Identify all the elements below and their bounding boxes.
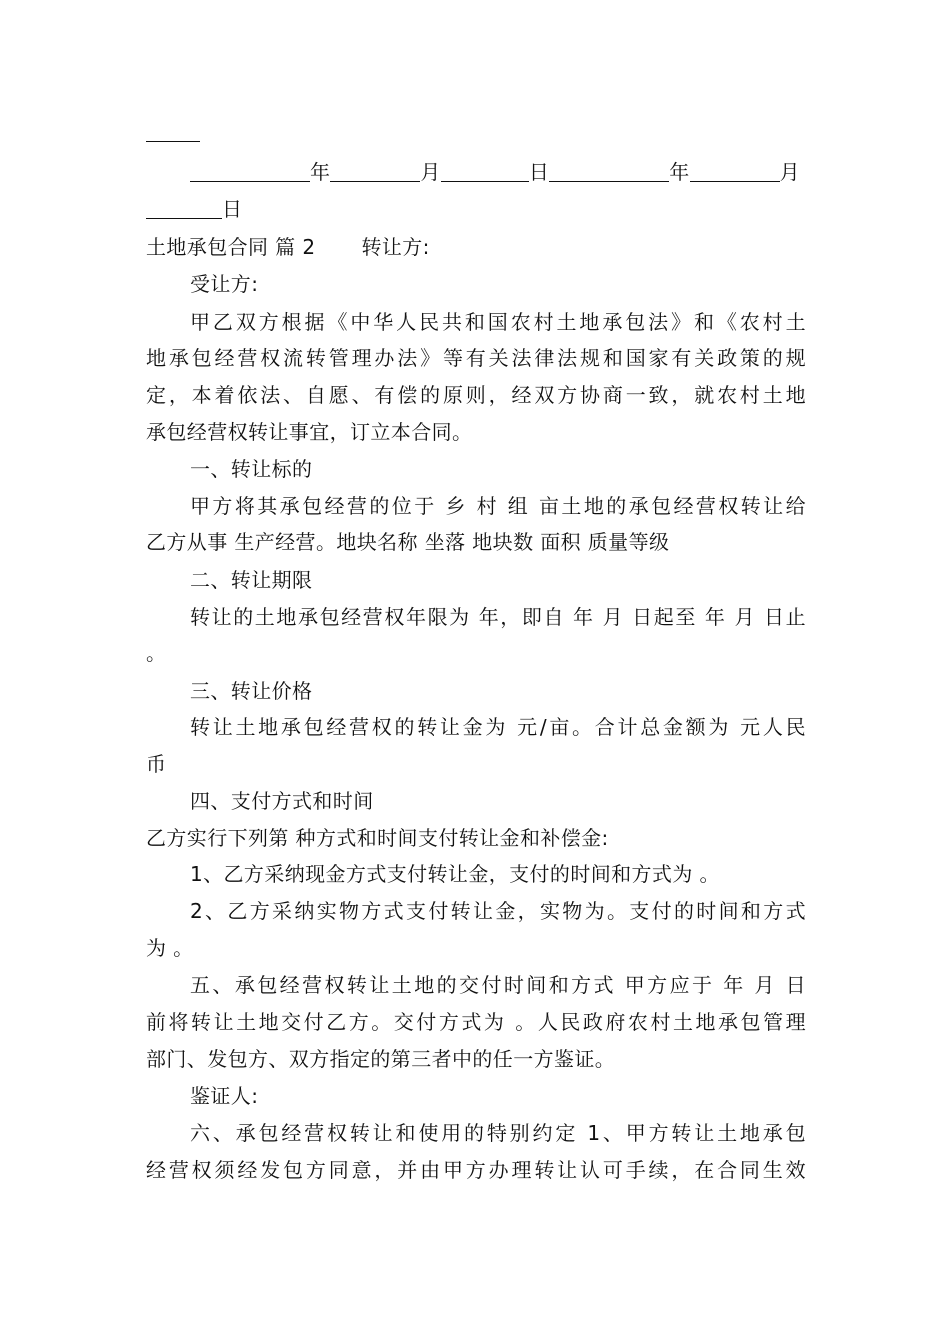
month-label: 月 xyxy=(779,160,801,184)
contract-title: 土地承包合同 篇 2 xyxy=(146,235,316,259)
paragraph-line: 为 。 xyxy=(146,936,194,960)
paragraph-line: 1、乙方采纳现金方式支付转让金，支付的时间和方式为 。 xyxy=(190,862,720,886)
witness-label: 鉴证人: xyxy=(190,1084,259,1108)
paragraph-line: 甲方将其承包经营的位于 乡 村 组 亩土地的承包经营权转让给 xyxy=(190,494,806,518)
day-label: 日 xyxy=(528,160,550,184)
paragraph-line: 承包经营权转让事宜，订立本合同。 xyxy=(146,420,473,444)
paragraph-line: 五、承包经营权转让土地的交付时间和方式 甲方应于 年 月 日 xyxy=(190,973,806,997)
blank-field xyxy=(190,161,310,182)
paragraph-line: 部门、发包方、双方指定的第三者中的任一方鉴证。 xyxy=(146,1047,616,1071)
paragraph-line: 乙方从事 生产经营。地块名称 坐落 地块数 面积 质量等级 xyxy=(146,530,670,554)
year-label: 年 xyxy=(310,160,331,184)
paragraph-line: 地承包经营权流转管理办法》等有关法律法规和国家有关政策的规 xyxy=(146,346,806,370)
transferee-label: 受让方: xyxy=(190,272,259,296)
paragraph-line: 定，本着依法、自愿、有偿的原则，经双方协商一致，就农村土地 xyxy=(146,383,806,407)
month-label: 月 xyxy=(420,160,441,184)
blank-field xyxy=(690,161,780,182)
paragraph-line: 转让土地承包经营权的转让金为 元/亩。合计总金额为 元人民 xyxy=(190,715,806,739)
blank-field xyxy=(549,161,669,182)
signature-blank-line xyxy=(146,118,806,146)
contract-heading xyxy=(146,233,806,261)
paragraph-line: 甲乙双方根据《中华人民共和国农村土地承包法》和《农村土 xyxy=(190,310,806,334)
section-heading: 四、支付方式和时间 xyxy=(190,789,374,813)
section-heading: 三、转让价格 xyxy=(190,679,313,703)
section-heading: 二、转让期限 xyxy=(190,568,313,592)
paragraph-line: 经营权须经发包方同意，并由甲方办理转让认可手续，在合同生效 xyxy=(146,1158,806,1182)
section-heading: 一、转让标的 xyxy=(190,457,313,481)
paragraph-line: 乙方实行下列第 种方式和时间支付转让金和补偿金: xyxy=(146,826,609,850)
paragraph-line: 。 xyxy=(146,641,167,665)
date-line xyxy=(190,158,806,186)
paragraph-line: 转让的土地承包经营权年限为 年，即自 年 月 日起至 年 月 日止 xyxy=(190,605,806,629)
day-label: 日 xyxy=(222,197,243,221)
date-line-continued xyxy=(146,195,806,223)
paragraph-line: 六、承包经营权转让和使用的特别约定 1、甲方转让土地承包 xyxy=(190,1121,806,1145)
transferor-label: 转让方: xyxy=(361,235,430,259)
paragraph-line: 2、乙方采纳实物方式支付转让金，实物为。支付的时间和方式 xyxy=(190,899,806,923)
paragraph-line: 前将转让土地交付乙方。交付方式为 。人民政府农村土地承包管理 xyxy=(146,1010,806,1034)
blank-field xyxy=(441,161,529,182)
blank-field xyxy=(146,121,200,142)
paragraph-line: 币 xyxy=(146,752,167,776)
blank-field xyxy=(146,198,222,219)
year-label: 年 xyxy=(669,160,690,184)
blank-field xyxy=(330,161,420,182)
